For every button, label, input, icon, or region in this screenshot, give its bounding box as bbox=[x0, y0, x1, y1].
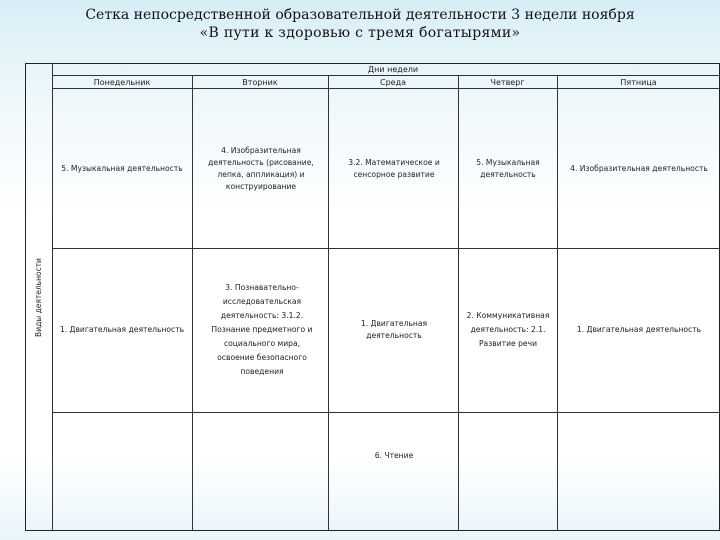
table-cell bbox=[56, 414, 188, 530]
day-header-thursday: Четверг bbox=[490, 78, 525, 87]
day-header-friday: Пятница bbox=[620, 78, 657, 87]
table-cell: 4. Изобразительная деятельность (рисование, лепка, аппликация) и конструирование bbox=[208, 146, 314, 191]
day-header-tuesday: Вторник bbox=[242, 78, 278, 87]
table-cell: 4. Изобразительная деятельность bbox=[570, 164, 708, 173]
day-header-wednesday: Среда bbox=[379, 78, 407, 87]
grid-line bbox=[52, 412, 720, 413]
table-cell: 5. Музыкальная деятельность bbox=[61, 164, 183, 173]
table-cell: 5. Музыкальная деятельность bbox=[476, 158, 540, 179]
page-title: Сетка непосредственной образовательной деятельности 3 недели ноября bbox=[85, 7, 635, 23]
header-group-label: Дни недели bbox=[367, 65, 419, 74]
table-cell bbox=[462, 414, 554, 530]
table-cell: 6. Чтение bbox=[374, 451, 414, 460]
table-cell: 3. Познавательно-исследовательская деятельность: 3.1.2. Познание предметного и социального мира, освоение безопасного поведения bbox=[211, 283, 313, 376]
title-block bbox=[0, 6, 720, 42]
table-cell bbox=[560, 414, 718, 530]
grid-line bbox=[557, 75, 558, 531]
table-cell: 1. Двигательная деятельность bbox=[360, 319, 428, 340]
table-cell: 3.2. Математическое и сенсорное развитие bbox=[348, 158, 440, 179]
table-cell bbox=[196, 414, 326, 530]
grid-line bbox=[192, 75, 193, 531]
table-cell: 1. Двигательная деятельность bbox=[59, 325, 185, 334]
grid-line bbox=[52, 248, 720, 249]
grid-line bbox=[458, 75, 459, 531]
grid-line bbox=[52, 75, 720, 76]
side-label bbox=[27, 63, 49, 531]
grid-line bbox=[52, 88, 720, 89]
day-header-monday: Понедельник bbox=[93, 78, 151, 87]
table-cell: 1. Двигательная деятельность bbox=[576, 325, 702, 334]
side-label-text: Виды деятельности bbox=[33, 257, 43, 337]
grid-line bbox=[52, 63, 53, 531]
page-subtitle: «В пути к здоровью с тремя богатырями» bbox=[199, 25, 521, 41]
table-cell: 2. Коммуникативная деятельность: 2.1. Развитие речи bbox=[466, 311, 550, 348]
grid-line bbox=[328, 75, 329, 531]
